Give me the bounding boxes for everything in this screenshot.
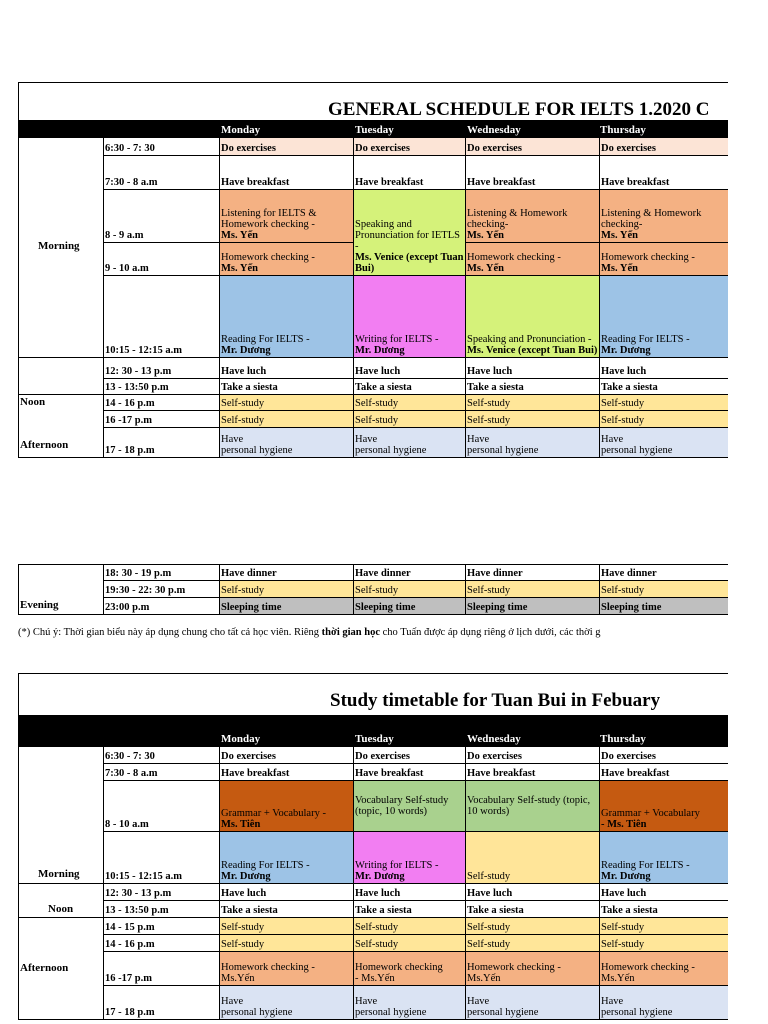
cell-text: Have breakfast <box>221 177 290 188</box>
schedule1-slot-wednesday <box>466 276 600 358</box>
cell-text: Homework checking - <box>601 962 695 973</box>
evening-slot <box>466 565 600 581</box>
cell-teacher: Ms. Yến <box>467 230 504 241</box>
note-prefix: (*) Chú ý: Thời gian biểu này áp dụng chung cho tất cả học viên. Riêng <box>18 627 322 638</box>
schedule1-day-wednesday: Wednesday <box>467 124 521 136</box>
cell-text: Self-study <box>601 939 645 950</box>
cell-text: Do exercises <box>467 751 522 762</box>
cell-text: Self-study <box>467 415 511 426</box>
cell-text: Have luch <box>467 888 513 899</box>
schedule2-time-cell: 10:15 - 12:15 a.m <box>104 832 220 884</box>
cell-teacher: Ms. Yến <box>601 230 638 241</box>
cell-text: Self-study <box>601 585 645 596</box>
schedule2-slot-wednesday <box>466 935 600 952</box>
schedule2-slot-tuesday <box>354 884 466 901</box>
schedule2-group-noon: Noon <box>48 903 74 915</box>
schedule2-slot-monday <box>220 901 354 918</box>
schedule1-slot-wednesday <box>466 156 600 190</box>
cell-teacher: Mr. Dương <box>355 871 405 882</box>
schedule1-group-afternoon: Afternoon <box>20 439 69 451</box>
cell-text: Listening for IELTS & Homework checking - <box>221 208 317 230</box>
cell-text: Have breakfast <box>221 768 290 779</box>
schedule1-time-cell: 6:30 - 7: 30 <box>104 138 220 156</box>
schedule2-slot-wednesday <box>466 901 600 918</box>
schedule2-slot-thursday <box>600 952 728 986</box>
cell-teacher: Mr. Dương <box>221 345 271 356</box>
cell-text: Homework checking - <box>221 962 315 973</box>
evening-slot <box>466 581 600 598</box>
schedule2-time-cell: 7:30 - 8 a.m <box>104 764 220 781</box>
schedule2-day-tuesday: Tuesday <box>355 733 394 745</box>
cell-text: Have luch <box>601 888 647 899</box>
schedule1-slot-monday <box>220 156 354 190</box>
cell-text: Sleeping time <box>601 602 662 613</box>
schedule2-slot-monday <box>220 764 354 781</box>
schedule2-slot-tuesday <box>354 781 466 832</box>
cell-text: Writing for IELTS - <box>355 334 439 345</box>
schedule2-slot-monday <box>220 986 354 1020</box>
schedule1-day-tuesday: Tuesday <box>355 124 394 136</box>
schedule2-slot-monday <box>220 935 354 952</box>
schedule2-day-wednesday: Wednesday <box>467 733 521 745</box>
cell-text: Self-study <box>467 398 511 409</box>
schedule1-left-border <box>18 138 19 458</box>
cell-text: Have dinner <box>221 568 277 579</box>
schedule1-slot-tuesday <box>354 190 466 276</box>
schedule1-day-thursday: Thursday <box>600 124 646 136</box>
cell-text: Self-study <box>601 398 645 409</box>
cell-text: Self-study <box>467 922 511 933</box>
cell-text: Have luch <box>221 888 267 899</box>
evening-slot <box>600 581 728 598</box>
cell-text-line2: personal hygiene <box>221 1007 293 1018</box>
cell-teacher: Ms. Yến <box>221 230 258 241</box>
cell-text: Have luch <box>355 888 401 899</box>
cell-teacher: Ms. Yến <box>221 263 258 274</box>
schedule2-slot-tuesday <box>354 764 466 781</box>
evening-group-label: Evening <box>20 599 59 611</box>
cell-teacher: Ms. Yến <box>601 263 638 274</box>
cell-text-line2: personal hygiene <box>355 445 427 456</box>
schedule2-slot-thursday <box>600 781 728 832</box>
cell-text: Self-study <box>467 585 511 596</box>
schedule2-slot-wednesday <box>466 986 600 1020</box>
schedule1-slot-monday <box>220 243 354 276</box>
evening-time-cell: 18: 30 - 19 p.m <box>104 565 220 581</box>
schedule2-slot-monday <box>220 952 354 986</box>
cell-text: Self-study <box>355 939 399 950</box>
evening-slot <box>600 598 728 615</box>
cell-text: Sleeping time <box>221 602 282 613</box>
cell-text: Take a siesta <box>467 382 524 393</box>
cell-text: Homework checking <box>355 962 443 973</box>
schedule2-slot-monday <box>220 747 354 764</box>
schedule1-time-cell: 16 -17 p.m <box>104 411 220 428</box>
schedule2-group-bottom <box>18 1019 104 1020</box>
schedule2-slot-monday <box>220 832 354 884</box>
schedule1-slot-wednesday <box>466 428 600 458</box>
cell-text: Self-study <box>221 398 265 409</box>
schedule2-slot-tuesday <box>354 747 466 764</box>
cell-text: Self-study <box>355 585 399 596</box>
schedule1-group-noon: Noon <box>20 396 46 408</box>
schedule2-slot-wednesday <box>466 781 600 832</box>
cell-text: Homework checking - <box>467 962 561 973</box>
cell-text: Have <box>221 434 244 445</box>
schedule2-group-divider <box>18 917 104 918</box>
cell-text: Take a siesta <box>601 382 658 393</box>
schedule1-slot-thursday <box>600 358 728 379</box>
schedule1-time-cell: 10:15 - 12:15 a.m <box>104 276 220 358</box>
cell-text: Have luch <box>355 366 401 377</box>
cell-text: Do exercises <box>355 751 410 762</box>
cell-text: Self-study <box>601 922 645 933</box>
cell-teacher: Mr. Dương <box>601 345 651 356</box>
schedule2-time-cell: 8 - 10 a.m <box>104 781 220 832</box>
schedule1-time-cell: 17 - 18 p.m <box>104 428 220 458</box>
schedule1-slot-monday <box>220 276 354 358</box>
schedule1-slot-tuesday <box>354 138 466 156</box>
schedule2-time-cell: 6:30 - 7: 30 <box>104 747 220 764</box>
schedule1-slot-tuesday <box>354 156 466 190</box>
schedule2-slot-tuesday <box>354 952 466 986</box>
schedule1-day-monday: Monday <box>221 124 261 136</box>
schedule2-day-thursday: Thursday <box>600 733 646 745</box>
cell-text: Homework checking - <box>467 252 561 263</box>
schedule1-slot-monday <box>220 138 354 156</box>
cell-text-line2: personal hygiene <box>467 1007 539 1018</box>
cell-text: Listening & Homework checking- <box>467 208 568 230</box>
schedule1-slot-thursday <box>600 156 728 190</box>
schedule2-slot-wednesday <box>466 952 600 986</box>
cell-text: Homework checking - <box>221 252 315 263</box>
schedule2-slot-thursday <box>600 918 728 935</box>
schedule2-slot-tuesday <box>354 832 466 884</box>
cell-text: Listening & Homework checking- <box>601 208 702 230</box>
schedule1-slot-monday <box>220 428 354 458</box>
schedule1-slot-thursday <box>600 411 728 428</box>
cell-text: Do exercises <box>601 143 656 154</box>
schedule2-slot-wednesday <box>466 764 600 781</box>
cell-text: Self-study <box>221 922 265 933</box>
cell-text: Have dinner <box>355 568 411 579</box>
schedule2-slot-tuesday <box>354 935 466 952</box>
schedule1-slot-wednesday <box>466 243 600 276</box>
schedule1-slot-monday <box>220 190 354 243</box>
cell-teacher: Ms. Venice (except Tuan Bui) <box>355 252 464 274</box>
schedule2-slot-thursday <box>600 832 728 884</box>
schedule2-group-morning: Morning <box>38 868 80 880</box>
schedule2-day-monday: Monday <box>221 733 261 745</box>
cell-text: Vocabulary Self-study (topic, 10 words) <box>467 794 591 817</box>
schedule2-slot-thursday <box>600 764 728 781</box>
schedule2-group-divider <box>18 883 104 884</box>
schedule2-slot-wednesday <box>466 918 600 935</box>
schedule1-time-cell: 8 - 9 a.m <box>104 190 220 243</box>
cell-text: Reading For IELTS - <box>601 860 690 871</box>
cell-text: Have <box>221 996 244 1007</box>
evening-left-border <box>18 565 19 615</box>
evening-slot <box>220 581 354 598</box>
schedule1-slot-thursday <box>600 243 728 276</box>
schedule-note <box>18 627 728 638</box>
cell-text-line2: personal hygiene <box>467 445 539 456</box>
cell-text-line2: - Ms.Yến <box>355 973 395 984</box>
schedule1-time-cell: 14 - 16 p.m <box>104 395 220 411</box>
schedule2-slot-tuesday <box>354 901 466 918</box>
schedule1-time-cell: 12: 30 - 13 p.m <box>104 358 220 379</box>
schedule2-time-cell: 17 - 18 p.m <box>104 986 220 1020</box>
evening-slot <box>354 581 466 598</box>
schedule1-slot-thursday <box>600 428 728 458</box>
cell-text: Take a siesta <box>221 382 278 393</box>
cell-text: Homework checking - <box>601 252 695 263</box>
schedule1-slot-wednesday <box>466 379 600 395</box>
cell-text: Self-study <box>221 939 265 950</box>
cell-text: Have luch <box>601 366 647 377</box>
cell-text: Do exercises <box>221 143 276 154</box>
cell-text: Have luch <box>221 366 267 377</box>
schedule1-slot-tuesday <box>354 411 466 428</box>
cell-teacher: Mr. Dương <box>355 345 405 356</box>
schedule1-slot-monday <box>220 395 354 411</box>
evening-slot <box>220 565 354 581</box>
cell-text: Self-study <box>601 415 645 426</box>
schedule1-slot-thursday <box>600 379 728 395</box>
cell-text: Have <box>355 434 378 445</box>
schedule2-group-afternoon: Afternoon <box>20 962 69 974</box>
evening-slot <box>600 565 728 581</box>
cell-text: Reading For IELTS - <box>221 334 310 345</box>
schedule2-title: Study timetable for Tuan Bui in Febuary <box>330 690 661 711</box>
cell-text: Do exercises <box>221 751 276 762</box>
cell-text-line2: Ms.Yến <box>467 973 501 984</box>
cell-text: Have dinner <box>467 568 523 579</box>
schedule1-group-divider <box>18 357 104 358</box>
schedule1-slot-tuesday <box>354 379 466 395</box>
cell-text: Sleeping time <box>467 602 528 613</box>
cell-text: Take a siesta <box>355 382 412 393</box>
schedule1-slot-tuesday <box>354 395 466 411</box>
cell-text: Self-study <box>221 415 265 426</box>
schedule1-time-cell: 13 - 13:50 p.m <box>104 379 220 395</box>
schedule1-slot-wednesday <box>466 190 600 243</box>
cell-text: Have <box>601 434 624 445</box>
cell-text: Self-study <box>467 871 511 882</box>
cell-teacher: Ms. Yến <box>467 263 504 274</box>
cell-text: Reading For IELTS - <box>221 860 310 871</box>
schedule1-group-morning: Morning <box>38 240 80 252</box>
schedule2-slot-thursday <box>600 747 728 764</box>
cell-teacher: Ms. Tiên <box>221 819 261 830</box>
cell-text: Take a siesta <box>467 905 524 916</box>
cell-text: Take a siesta <box>355 905 412 916</box>
schedule2-slot-monday <box>220 884 354 901</box>
evening-slot <box>354 598 466 615</box>
cell-teacher: Ms. Venice (except Tuan Bui) <box>467 345 598 356</box>
cell-text: Have <box>601 996 624 1007</box>
schedule2-time-cell: 16 -17 p.m <box>104 952 220 986</box>
schedule1-time-cell: 7:30 - 8 a.m <box>104 156 220 190</box>
schedule1-slot-tuesday <box>354 358 466 379</box>
schedule1-slot-thursday <box>600 395 728 411</box>
evening-group-bottom <box>18 614 104 615</box>
schedule1-slot-thursday <box>600 276 728 358</box>
cell-text: Grammar + Vocabulary - <box>221 808 326 819</box>
schedule2-slot-monday <box>220 918 354 935</box>
note-suffix: cho Tuấn được áp dụng riêng ở lịch dưới, các thời g <box>380 627 601 638</box>
schedule1-group-divider <box>18 394 104 395</box>
schedule1-header <box>18 121 728 138</box>
schedule1-slot-wednesday <box>466 411 600 428</box>
schedule1-slot-monday <box>220 411 354 428</box>
schedule1-slot-tuesday <box>354 276 466 358</box>
cell-text-line2: personal hygiene <box>601 445 673 456</box>
schedule2-slot-thursday <box>600 986 728 1020</box>
schedule2-slot-wednesday <box>466 747 600 764</box>
schedule1-slot-wednesday <box>466 358 600 379</box>
schedule2-time-cell: 13 - 13:50 p.m <box>104 901 220 918</box>
schedule2-time-cell: 14 - 16 p.m <box>104 935 220 952</box>
cell-text: Self-study <box>355 398 399 409</box>
schedule1-slot-tuesday <box>354 428 466 458</box>
schedule1-slot-monday <box>220 379 354 395</box>
evening-slot <box>466 598 600 615</box>
schedule2-time-cell: 14 - 15 p.m <box>104 918 220 935</box>
cell-text: Take a siesta <box>221 905 278 916</box>
schedule1-slot-wednesday <box>466 395 600 411</box>
schedule2-header <box>18 716 728 747</box>
cell-text: Writing for IELTS - <box>355 860 439 871</box>
schedule2-slot-thursday <box>600 901 728 918</box>
cell-text: Have breakfast <box>467 177 536 188</box>
evening-slot <box>220 598 354 615</box>
cell-text-line2: personal hygiene <box>355 1007 427 1018</box>
schedule2-slot-thursday <box>600 884 728 901</box>
schedule2-slot-monday <box>220 781 354 832</box>
evening-time-cell: 19:30 - 22: 30 p.m <box>104 581 220 598</box>
cell-text: Have <box>355 996 378 1007</box>
cell-text: Grammar + Vocabulary <box>601 808 700 819</box>
cell-text: Have breakfast <box>355 768 424 779</box>
cell-text: Speaking and Pronunciation for IETLS - <box>355 219 460 252</box>
schedule2-slot-wednesday <box>466 832 600 884</box>
schedule1-title: GENERAL SCHEDULE FOR IELTS 1.2020 C <box>328 99 710 120</box>
schedule2-slot-thursday <box>600 935 728 952</box>
cell-text: Self-study <box>221 585 265 596</box>
evening-slot <box>354 565 466 581</box>
cell-text: Have luch <box>467 366 513 377</box>
schedule2-slot-tuesday <box>354 986 466 1020</box>
evening-time-cell: 23:00 p.m <box>104 598 220 615</box>
cell-text: Take a siesta <box>601 905 658 916</box>
note-bold: thời gian học <box>321 627 380 638</box>
schedule2-slot-wednesday <box>466 884 600 901</box>
cell-text: Have dinner <box>601 568 657 579</box>
cell-text: Have breakfast <box>601 768 670 779</box>
cell-text: Do exercises <box>467 143 522 154</box>
schedule2-time-cell: 12: 30 - 13 p.m <box>104 884 220 901</box>
cell-text: Have breakfast <box>355 177 424 188</box>
cell-text: Have <box>467 996 490 1007</box>
cell-text: Do exercises <box>355 143 410 154</box>
schedule2-slot-tuesday <box>354 918 466 935</box>
cell-text: Sleeping time <box>355 602 416 613</box>
cell-text: Self-study <box>467 939 511 950</box>
cell-text: Speaking and Pronunciation - <box>467 334 592 345</box>
schedule1-time-cell: 9 - 10 a.m <box>104 243 220 276</box>
cell-text: Self-study <box>355 415 399 426</box>
cell-text: Reading For IELTS - <box>601 334 690 345</box>
schedule1-slot-wednesday <box>466 138 600 156</box>
schedule1-group-bottom <box>18 457 104 458</box>
cell-text: Have breakfast <box>601 177 670 188</box>
cell-text: Do exercises <box>601 751 656 762</box>
cell-teacher: - Ms. Tiên <box>601 819 647 830</box>
schedule1-slot-thursday <box>600 138 728 156</box>
cell-text: Vocabulary Self-study (topic, 10 words) <box>355 794 449 817</box>
cell-text-line2: Ms.Yến <box>601 973 635 984</box>
cell-text-line2: personal hygiene <box>221 445 293 456</box>
cell-text-line2: Ms.Yến <box>221 973 255 984</box>
cell-text-line2: personal hygiene <box>601 1007 673 1018</box>
schedule1-slot-monday <box>220 358 354 379</box>
cell-text: Have <box>467 434 490 445</box>
cell-text: Have breakfast <box>467 768 536 779</box>
cell-text: Self-study <box>355 922 399 933</box>
schedule1-slot-thursday <box>600 190 728 243</box>
cell-teacher: Mr. Dương <box>601 871 651 882</box>
cell-teacher: Mr. Dương <box>221 871 271 882</box>
